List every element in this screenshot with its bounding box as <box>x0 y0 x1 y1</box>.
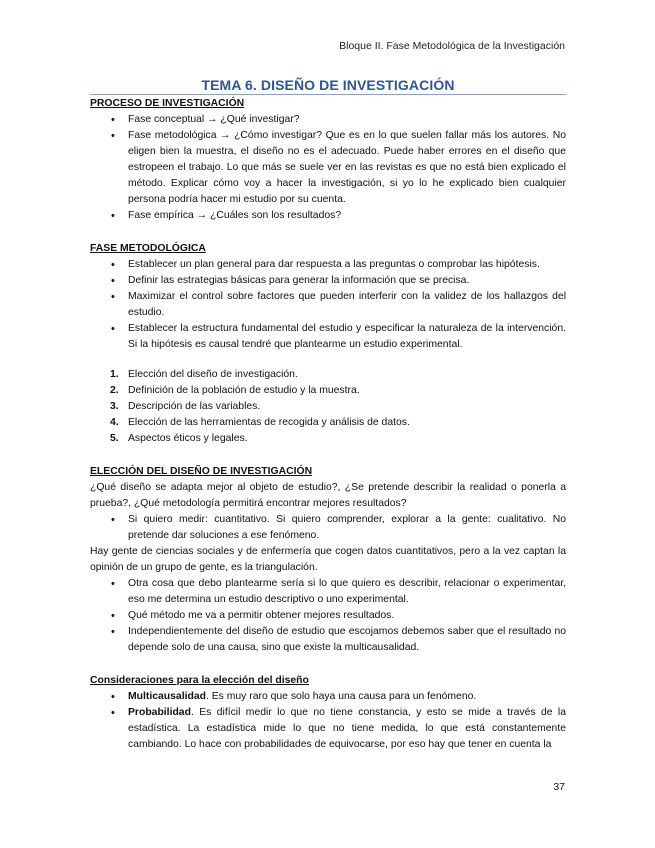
list-item: • Otra cosa que debo plantearme sería si lo que quiero es describir, relacionar o experimentar, eso me determina un estudio descriptivo o uno experimental. <box>90 576 566 608</box>
section-heading: PROCESO DE INVESTIGACIÓN <box>90 98 245 109</box>
list-item: • Establecer la estructura fundamental del estudio y especificar la naturaleza de la intervención. Si la hipótesis es causal tendré que plantearme un estudio experimental. <box>90 321 566 353</box>
list-item <box>90 367 566 383</box>
list-item: • Fase metodológica → ¿Cómo investigar? Que es en lo que suelen fallar más los autores. No eligen bien la muestra, el diseño no es el adecuado. Puede haber errores en el diseño que estropeen el trabajo. Lo que más se suele ver en las revistas es que no está bien explicado el método. Explicar cómo voy a hacer la investigación, si yo lo he explicado bien cualquier persona podría hacer mi estudio por su cuenta. <box>90 128 566 208</box>
bullet-list <box>90 112 566 224</box>
bullet-list <box>90 576 566 656</box>
list-item <box>90 689 566 705</box>
list-item <box>90 431 566 447</box>
list-text: . Es difícil medir lo que no tiene constancia, y esto se mide a través de la estadística. La estadística mide lo que no tiene medida, lo que está constantemente cambiando. Lo hace con probabilidades de equivocarse, por eso hay que tener en cuenta la <box>128 707 566 750</box>
list-item: • Independientemente del diseño de estudio que escojamos debemos saber que el resultado no depende solo de una causa, sino que existe la multicausalidad. <box>90 624 566 656</box>
list-number: 1. <box>110 369 119 380</box>
list-number: 2. <box>110 385 119 396</box>
list-item: • Fase empírica → ¿Cuáles son los resultados? <box>90 208 566 224</box>
list-item: • Definir las estrategias básicas para generar la información que se precisa. <box>90 273 566 289</box>
paragraph: ¿Qué diseño se adapta mejor al objeto de estudio?, ¿Se pretende describir la realidad o ponerla a prueba?, ¿Qué metodología permitirá encontrar mejores resultados? <box>90 482 566 509</box>
list-number: 3. <box>110 401 119 412</box>
list-number: 5. <box>110 433 119 444</box>
running-header: Bloque II. Fase Metodológica de la Investigación <box>339 40 565 52</box>
section-heading: FASE METODOLÓGICA <box>90 243 206 254</box>
list-number: 4. <box>110 417 119 428</box>
section-eleccion <box>90 464 566 656</box>
list-text: Descripción de las variables. <box>128 401 261 412</box>
section-consideraciones <box>90 673 566 753</box>
section-proceso <box>90 96 566 224</box>
list-item: • Qué método me va a permitir obtener mejores resultados. <box>90 608 566 624</box>
term: Multicausalidad <box>128 691 206 702</box>
section-heading: Consideraciones para la elección del diseño <box>90 675 309 686</box>
section-heading: ELECCIÓN DEL DISEÑO DE INVESTIGACIÓN <box>90 466 313 477</box>
list-text: Aspectos éticos y legales. <box>128 433 248 444</box>
bullet-list <box>90 689 566 753</box>
list-item: • Fase conceptual → ¿Qué investigar? <box>90 112 566 128</box>
list-item: • Establecer un plan general para dar respuesta a las preguntas o comprobar las hipótesis. <box>90 257 566 273</box>
bullet-list <box>90 257 566 353</box>
chapter-title: TEMA 6. DISEÑO DE INVESTIGACIÓN <box>201 77 455 93</box>
list-item <box>90 705 566 753</box>
paragraph: Hay gente de ciencias sociales y de enfermería que cogen datos cuantitativos, pero a la vez captan la opinión de un grupo de gente, es la triangulación. <box>90 546 566 573</box>
page-content <box>90 96 566 753</box>
list-text: Elección del diseño de investigación. <box>128 369 298 380</box>
list-item <box>90 383 566 399</box>
list-text: . Es muy raro que solo haya una causa para un fenómeno. <box>205 691 477 702</box>
title-block <box>90 77 566 95</box>
section-fase-metodologica <box>90 241 566 447</box>
list-item: • Si quiero medir: cuantitativo. Si quiero comprender, explorar a la gente: cualitativo. No pretende dar soluciones a ese fenómeno. <box>90 512 566 544</box>
list-item: • Maximizar el control sobre factores que pueden interferir con la validez de los hallazgos del estudio. <box>90 289 566 321</box>
term: Probabilidad <box>128 707 191 718</box>
page-number: 37 <box>553 781 565 793</box>
numbered-list <box>90 367 566 447</box>
list-item <box>90 415 566 431</box>
list-item <box>90 399 566 415</box>
bullet-list <box>90 512 566 544</box>
list-text: Elección de las herramientas de recogida y análisis de datos. <box>128 417 410 428</box>
list-text: Definición de la población de estudio y la muestra. <box>128 385 360 396</box>
